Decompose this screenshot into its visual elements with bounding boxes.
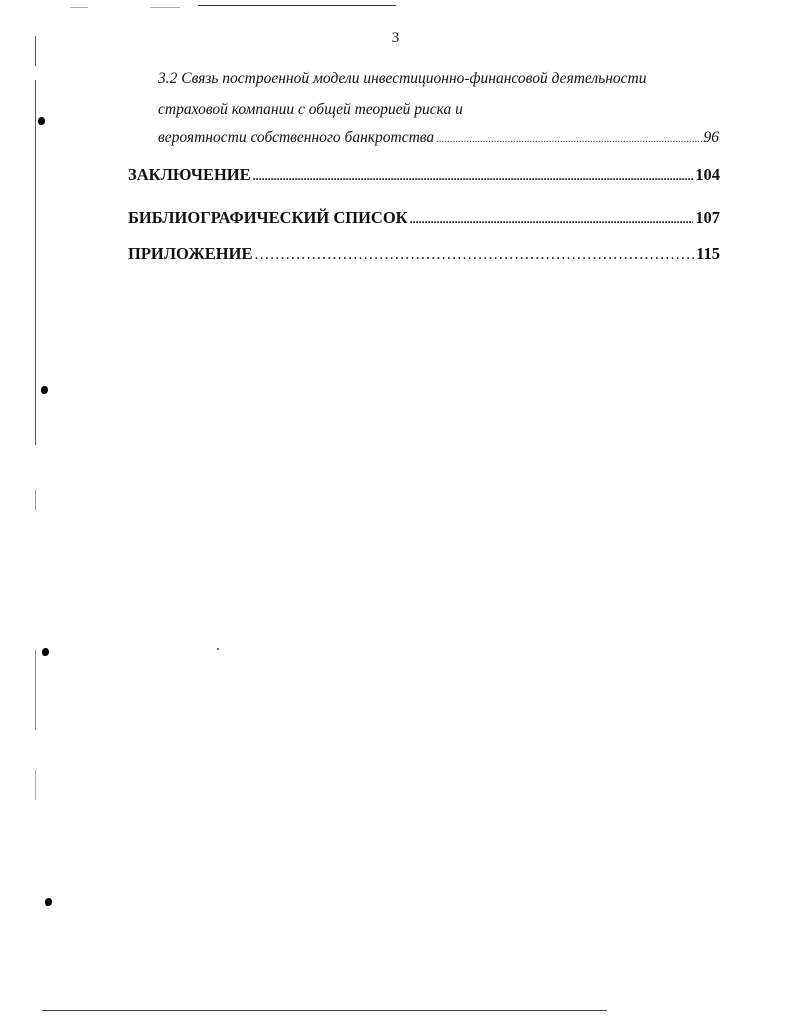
scan-top-fragment [150, 7, 180, 8]
toc-entry-conclusion[interactable] [128, 165, 720, 185]
binding-edge-line [35, 650, 36, 730]
leader-dots [254, 244, 694, 264]
toc-entry-page: 104 [695, 165, 720, 184]
scan-speck [217, 648, 219, 650]
leader-dots [436, 129, 701, 147]
punch-hole-mark [41, 386, 48, 394]
punch-hole-mark [42, 648, 49, 656]
scan-top-fragment [70, 7, 88, 8]
toc-subsection-page: 96 [703, 129, 719, 146]
scan-top-rule [198, 5, 396, 6]
binding-edge-line [35, 80, 36, 445]
toc-entry-title: ПРИЛОЖЕНИЕ [128, 244, 253, 263]
leader-dots [410, 208, 694, 228]
leader-dots [253, 165, 694, 185]
binding-edge-line [35, 770, 36, 800]
page-number: 3 [391, 30, 400, 46]
toc-subsection-line-3: вероятности собственного банкротства [158, 129, 435, 146]
punch-hole-mark [38, 117, 45, 125]
scan-bottom-rule [42, 1010, 607, 1011]
toc-subsection-line-2: страховой компании с общей теорией риска и [158, 101, 463, 118]
punch-hole-mark [45, 898, 52, 906]
toc-entry-page: 115 [696, 244, 720, 263]
toc-entry-bibliography[interactable] [128, 208, 720, 228]
toc-entry-appendix[interactable] [128, 244, 720, 264]
toc-entry-title: ЗАКЛЮЧЕНИЕ [128, 165, 251, 184]
toc-subsection-row[interactable] [158, 129, 719, 147]
toc-entry-page: 107 [695, 208, 720, 227]
toc-entry-title: БИБЛИОГРАФИЧЕСКИЙ СПИСОК [128, 208, 408, 227]
binding-edge-line [35, 490, 36, 510]
toc-subsection-line-1: 3.2 Связь построенной модели инвестиционно-финансовой деятельности [158, 70, 647, 87]
